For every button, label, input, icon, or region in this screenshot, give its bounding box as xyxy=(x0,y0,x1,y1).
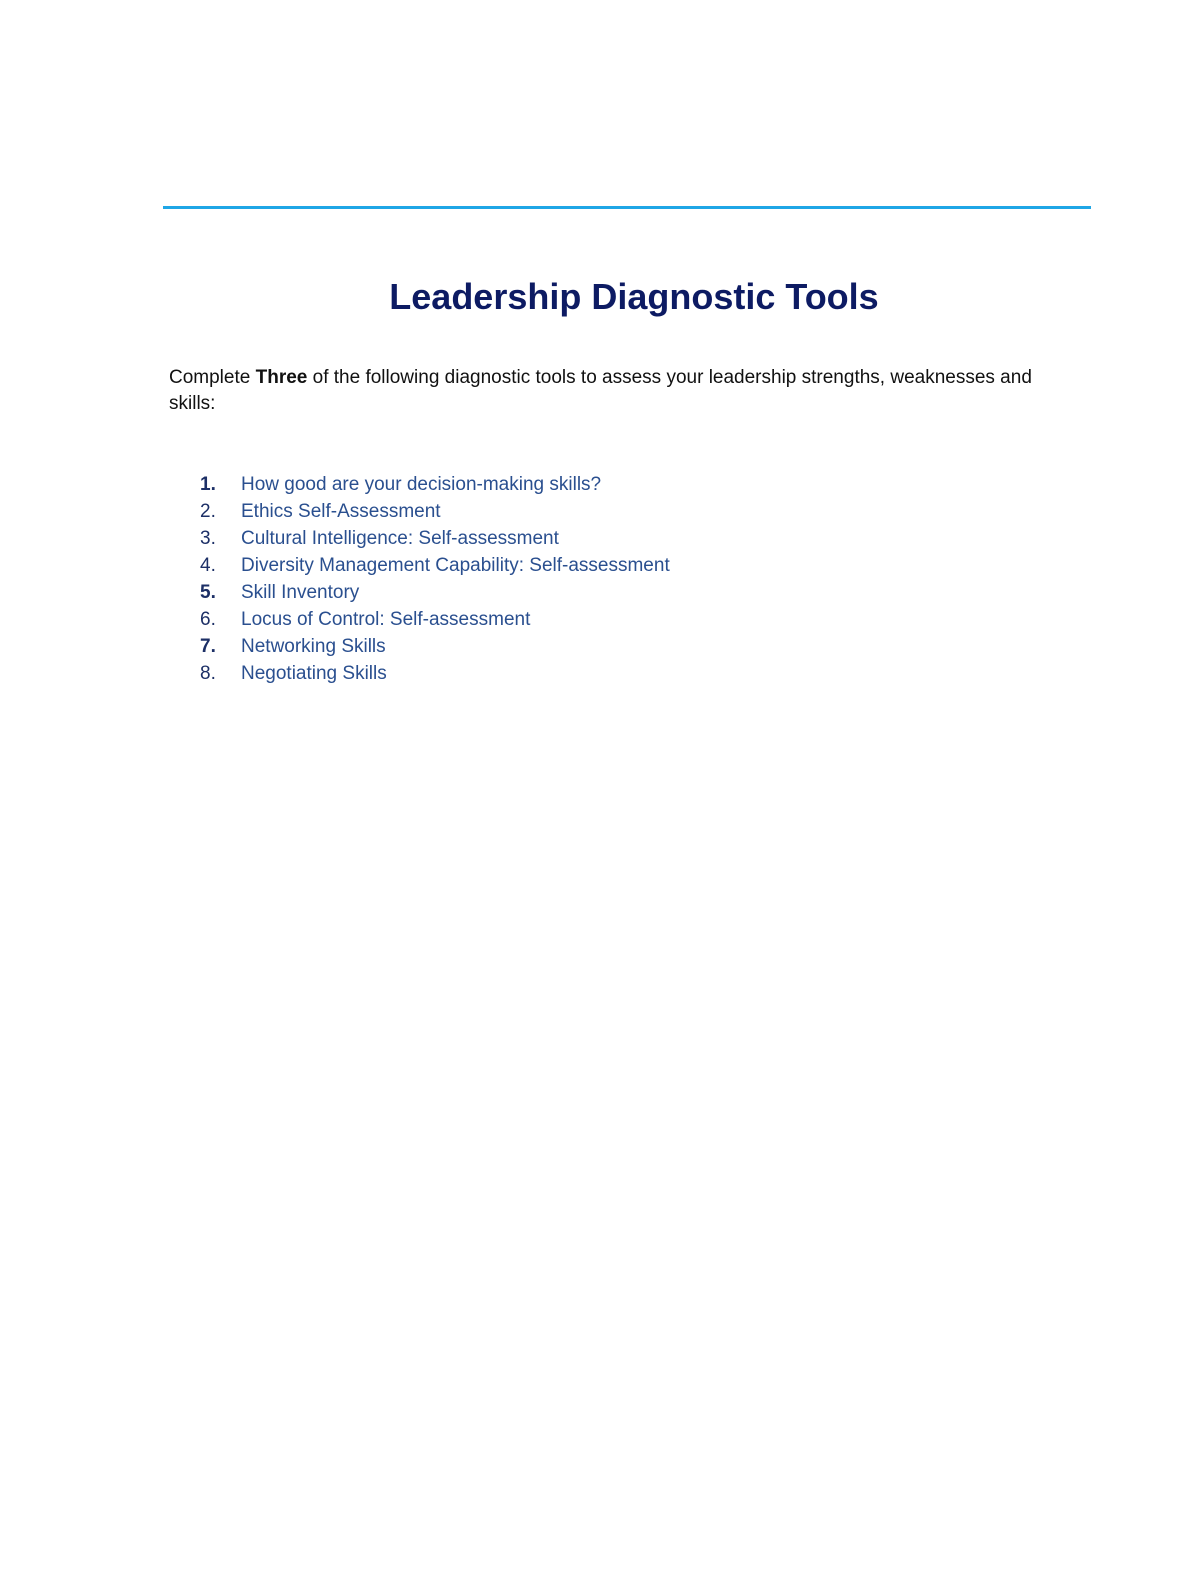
list-number: 8. xyxy=(200,663,216,684)
list-number: 5. xyxy=(200,582,216,603)
list-item xyxy=(200,633,670,660)
intro-paragraph xyxy=(169,365,1049,417)
list-number: 4. xyxy=(200,555,216,576)
tool-link-diversity-management[interactable]: Diversity Management Capability: Self-assessment xyxy=(241,555,670,576)
list-number: 6. xyxy=(200,609,216,630)
tool-link-locus-of-control[interactable]: Locus of Control: Self-assessment xyxy=(241,609,531,630)
intro-text-before: Complete xyxy=(169,367,256,388)
intro-text-after: of the following diagnostic tools to assess your leadership strengths, weaknesses and skills: xyxy=(169,367,1032,414)
page-title: Leadership Diagnostic Tools xyxy=(389,276,879,317)
list-item xyxy=(200,579,670,606)
list-item xyxy=(200,498,670,525)
tool-link-decision-making[interactable]: How good are your decision-making skills? xyxy=(241,474,602,495)
diagnostic-tools-list xyxy=(200,471,670,687)
list-item xyxy=(200,552,670,579)
list-number: 3. xyxy=(200,528,216,549)
intro-emphasis: Three xyxy=(255,367,308,388)
tool-link-skill-inventory[interactable]: Skill Inventory xyxy=(241,582,360,603)
tool-link-cultural-intelligence[interactable]: Cultural Intelligence: Self-assessment xyxy=(241,528,559,549)
list-item xyxy=(200,471,670,498)
list-item xyxy=(200,660,670,687)
list-item xyxy=(200,525,670,552)
list-item xyxy=(200,606,670,633)
tool-link-ethics[interactable]: Ethics Self-Assessment xyxy=(241,501,441,522)
tool-link-negotiating-skills[interactable]: Negotiating Skills xyxy=(241,663,387,684)
tool-link-networking-skills[interactable]: Networking Skills xyxy=(241,636,386,657)
list-number: 1. xyxy=(200,474,216,495)
header-rule xyxy=(163,206,1091,209)
list-number: 7. xyxy=(200,636,216,657)
list-number: 2. xyxy=(200,501,216,522)
